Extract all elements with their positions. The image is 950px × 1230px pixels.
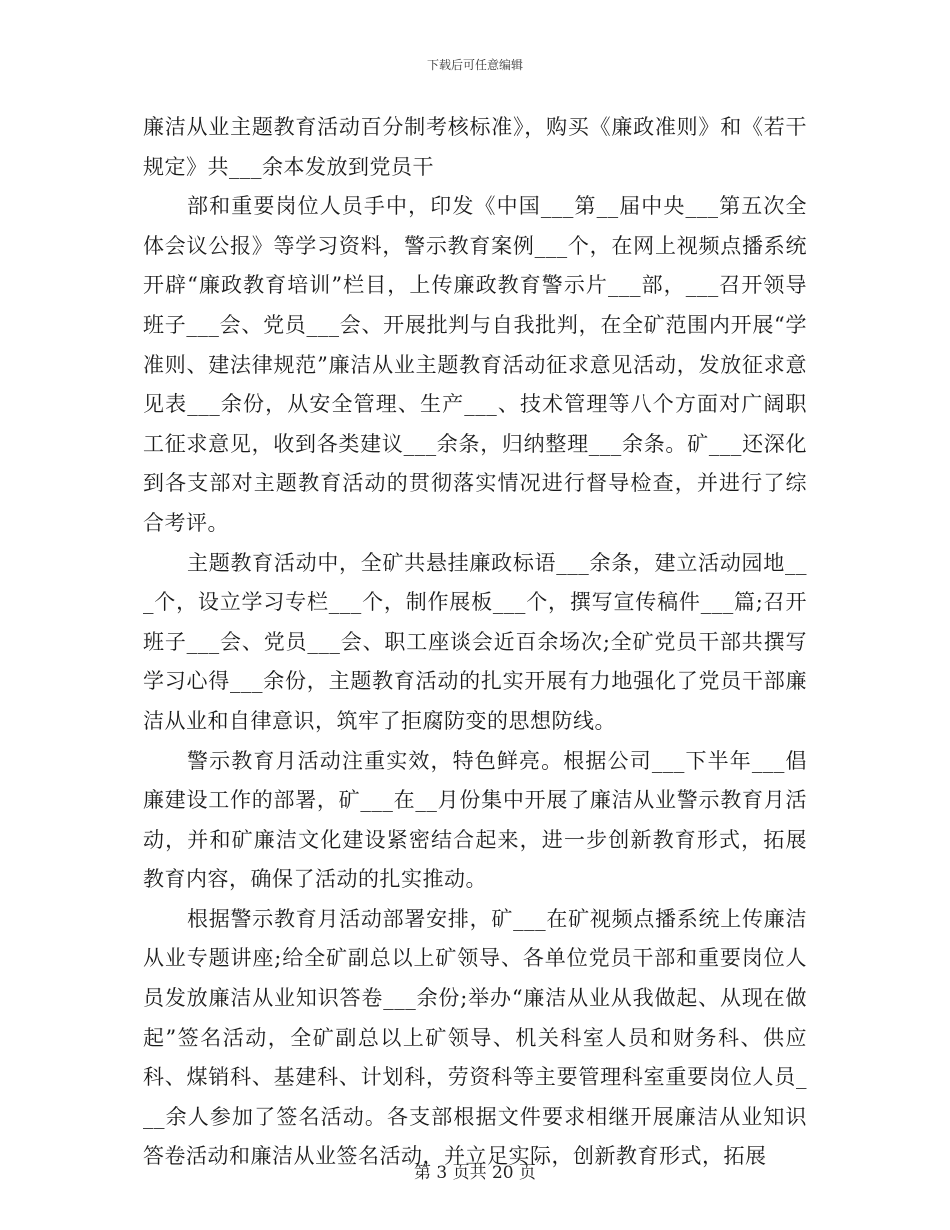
document-body [143,108,807,1177]
paragraph: 部和重要岗位人员手中，印发《中国___第__届中央___第五次全体会议公报》等学习资料，警示教育案例___个，在网上视频点播系统开辟“廉政教育培训”栏目，上传廉政教育警示片___部，___召开领导班子___会、党员___会、开展批判与自我批判，在全矿范围内开展“学准则、建法律规范”廉洁从业主题教育活动征求意见活动，发放征求意见表___余份，从安全管理、生产___、技术管理等八个方面对广阔职工征求意见，收到各类建议___余条，归纳整理___余条。矿___还深化到各支部对主题教育活动的贯彻落实情况进行督导检查，并进行了综合考评。 [143,194,807,535]
paragraph: 根据警示教育月活动部署安排，矿___在矿视频点播系统上传廉洁从业专题讲座;给全矿副总以上矿领导、各单位党员干部和重要岗位人员发放廉洁从业知识答卷___余份;举办“廉洁从业从我做起、从现在做起”签名活动，全矿副总以上矿领导、机关科室人员和财务科、供应科、煤销科、基建科、计划科，劳资科等主要管理科室重要岗位人员___余人参加了签名活动。各支部根据文件要求相继开展廉洁从业知识答卷活动和廉洁从业签名活动，并立足实际，创新教育形式，拓展 [143,906,807,1169]
paragraph: 主题教育活动中，全矿共悬挂廉政标语___余条，建立活动园地___个，设立学习专栏___个，制作展板___个，撰写宣传稿件___篇;召开班子___会、党员___会、职工座谈会近百余场次;全矿党员干部共撰写学习心得___余份，主题教育活动的扎实开展有力地强化了党员干部廉洁从业和自律意识，筑牢了拒腐防变的思想防线。 [143,550,807,733]
paragraph: 廉洁从业主题教育活动百分制考核标准》，购买《廉政准则》和《若干规定》共___余本发放到党员干 [143,115,807,179]
page-number: 第 3 页共 20 页 [413,1163,537,1183]
page-header: 下载后可任意编辑 [426,58,523,72]
paragraph: 警示教育月活动注重实效，特色鲜亮。根据公司___下半年___倡廉建设工作的部署，矿___在__月份集中开展了廉洁从业警示教育月活动，并和矿廉洁文化建设紧密结合起来，进一步创新教育形式，拓展教育内容，确保了活动的扎实推动。 [143,748,807,892]
